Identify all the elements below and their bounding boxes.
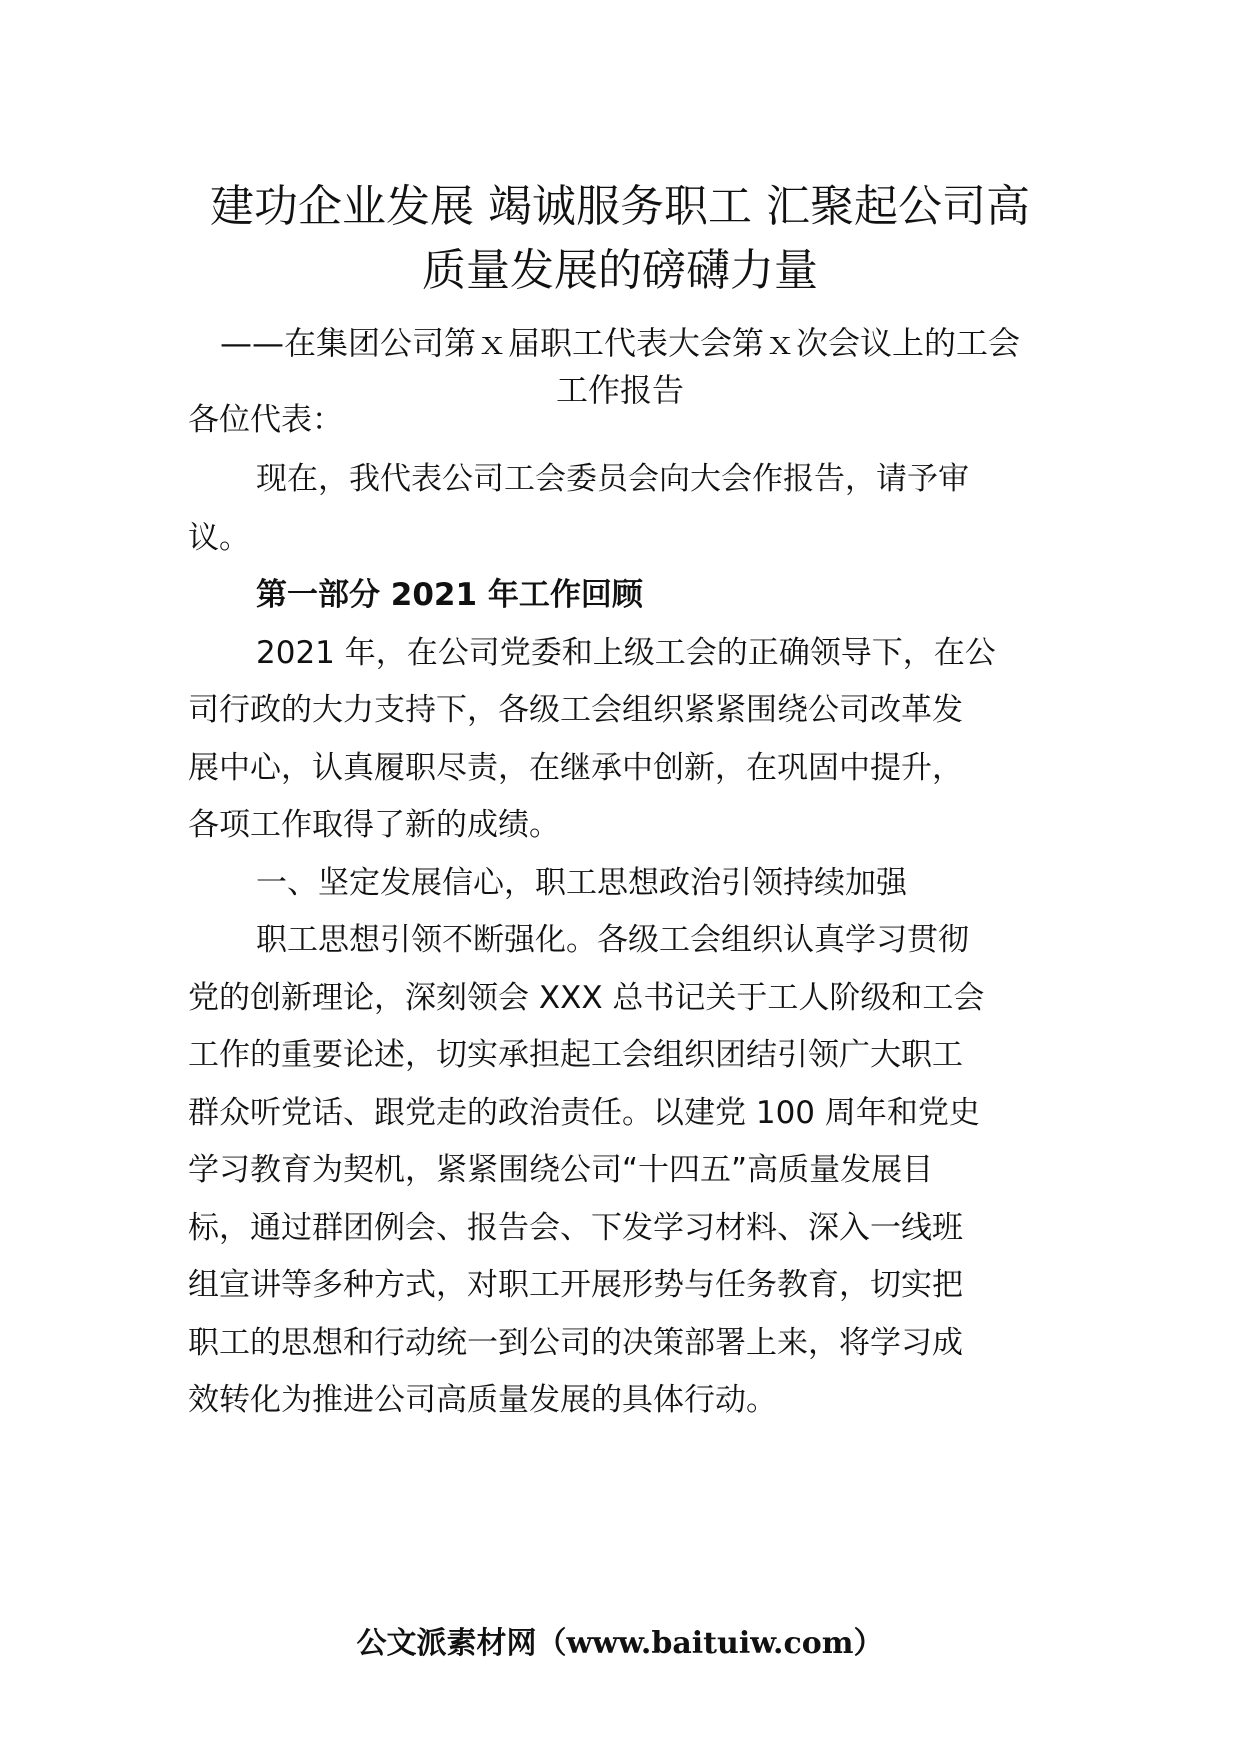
paragraph-line: 司行政的大力支持下，各级工会组织紧紧围绕公司改革发	[188, 692, 963, 728]
paragraph-line: 职工的思想和行动统一到公司的决策部署上来，将学习成	[188, 1325, 963, 1361]
document-title-line-2: 质量发展的磅礴力量	[422, 245, 818, 296]
subsection-heading: 一、坚定发展信心，职工思想政治引领持续加强	[256, 865, 907, 901]
paragraph-line: 工作的重要论述，切实承担起工会组织团结引领广大职工	[188, 1037, 963, 1073]
paragraph-line: 各项工作取得了新的成绩。	[188, 807, 560, 843]
paragraph-line: 效转化为推进公司高质量发展的具体行动。	[188, 1382, 777, 1418]
paragraph-line: 组宣讲等多种方式，对职工开展形势与任务教育，切实把	[188, 1267, 963, 1303]
paragraph-line: 标，通过群团例会、报告会、下发学习材料、深入一线班	[188, 1210, 963, 1246]
intro-paragraph-line: 现在，我代表公司工会委员会向大会作报告，请予审	[256, 461, 969, 497]
paragraph-line: 职工思想引领不断强化。各级工会组织认真学习贯彻	[256, 922, 969, 958]
intro-paragraph-line: 议。	[188, 520, 250, 556]
paragraph-line: 学习教育为契机，紧紧围绕公司“十四五”高质量发展目	[188, 1152, 934, 1188]
paragraph-line: 群众听党话、跟党走的政治责任。以建党 100 周年和党史	[188, 1095, 980, 1131]
document-title-line-1: 建功企业发展 竭诚服务职工 汇聚起公司高	[210, 181, 1030, 232]
paragraph-line: 展中心，认真履职尽责，在继承中创新，在巩固中提升，	[188, 750, 963, 786]
paragraph-line: 2021 年，在公司党委和上级工会的正确领导下，在公	[256, 635, 996, 671]
section-heading: 第一部分 2021 年工作回顾	[256, 577, 643, 613]
document-subtitle-line-1: ——在集团公司第ｘ届职工代表大会第ｘ次会议上的工会	[219, 324, 1020, 362]
salutation: 各位代表：	[188, 402, 343, 438]
paragraph-line: 党的创新理论，深刻领会 XXX 总书记关于工人阶级和工会	[188, 980, 985, 1016]
document-subtitle-line-2: 工作报告	[555, 371, 684, 409]
footer-source: 公文派素材网（www.baituiw.com）	[356, 1626, 884, 1661]
